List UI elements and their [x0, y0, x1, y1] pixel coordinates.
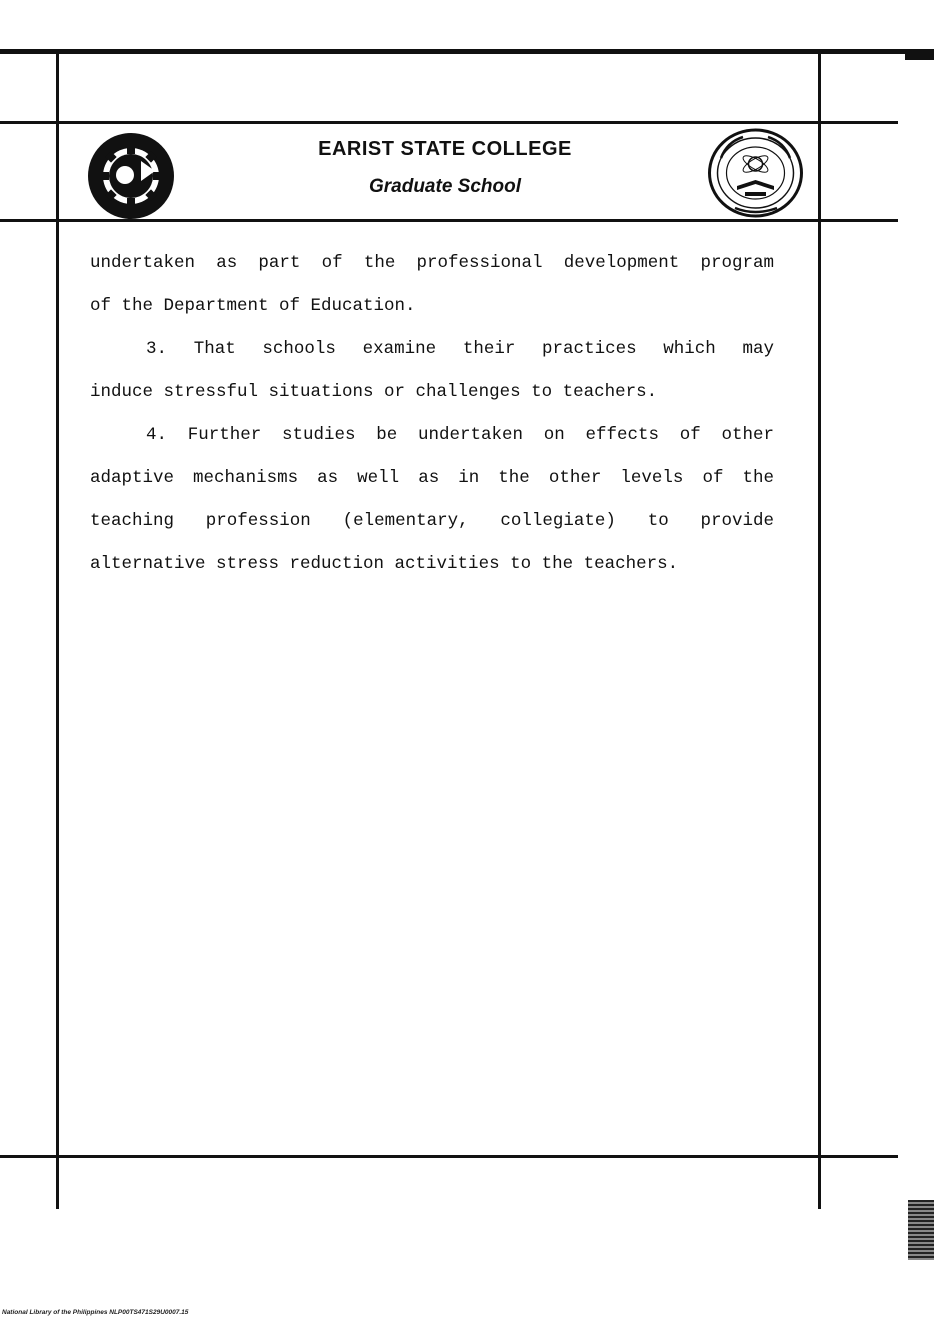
- right-margin-rule: [818, 54, 821, 1209]
- recommendation-4-line-4: alternative stress reduction activities to the teachers.: [90, 554, 679, 574]
- header-top-rule: [0, 121, 898, 124]
- college-name: EARIST STATE COLLEGE: [318, 138, 572, 160]
- right-seal-icon: [707, 128, 804, 218]
- body-line-1: undertaken as part of the professional development program: [90, 253, 774, 273]
- recommendation-3-line-2: induce stressful situations or challenges to teachers.: [90, 382, 658, 402]
- left-margin-rule: [56, 54, 59, 1209]
- right-graduate-school-seal: [707, 128, 804, 218]
- recommendation-4-line-1: 4. Further studies be undertaken on effects of other: [146, 425, 774, 445]
- scan-footer-note: National Library of the Philippines NLP00TS471S29U0007.15: [2, 1309, 189, 1316]
- recommendation-4-line-2: adaptive mechanisms as well as in the other levels of the: [90, 468, 774, 488]
- body-line-2: of the Department of Education.: [90, 296, 416, 316]
- recommendation-3-line-1: 3. That schools examine their practices which may: [146, 339, 774, 359]
- left-seal-icon: [85, 131, 177, 221]
- school-name: Graduate School: [368, 176, 522, 197]
- top-border-rule: [0, 49, 934, 54]
- recommendation-4-line-3: teaching profession (elementary, collegiate) to provide: [90, 511, 774, 531]
- document-body: [90, 246, 774, 590]
- top-right-scan-mark: [905, 52, 934, 60]
- scan-edge-artifact: [908, 1200, 934, 1260]
- left-college-seal: [85, 131, 177, 221]
- bottom-border-rule: [0, 1155, 898, 1158]
